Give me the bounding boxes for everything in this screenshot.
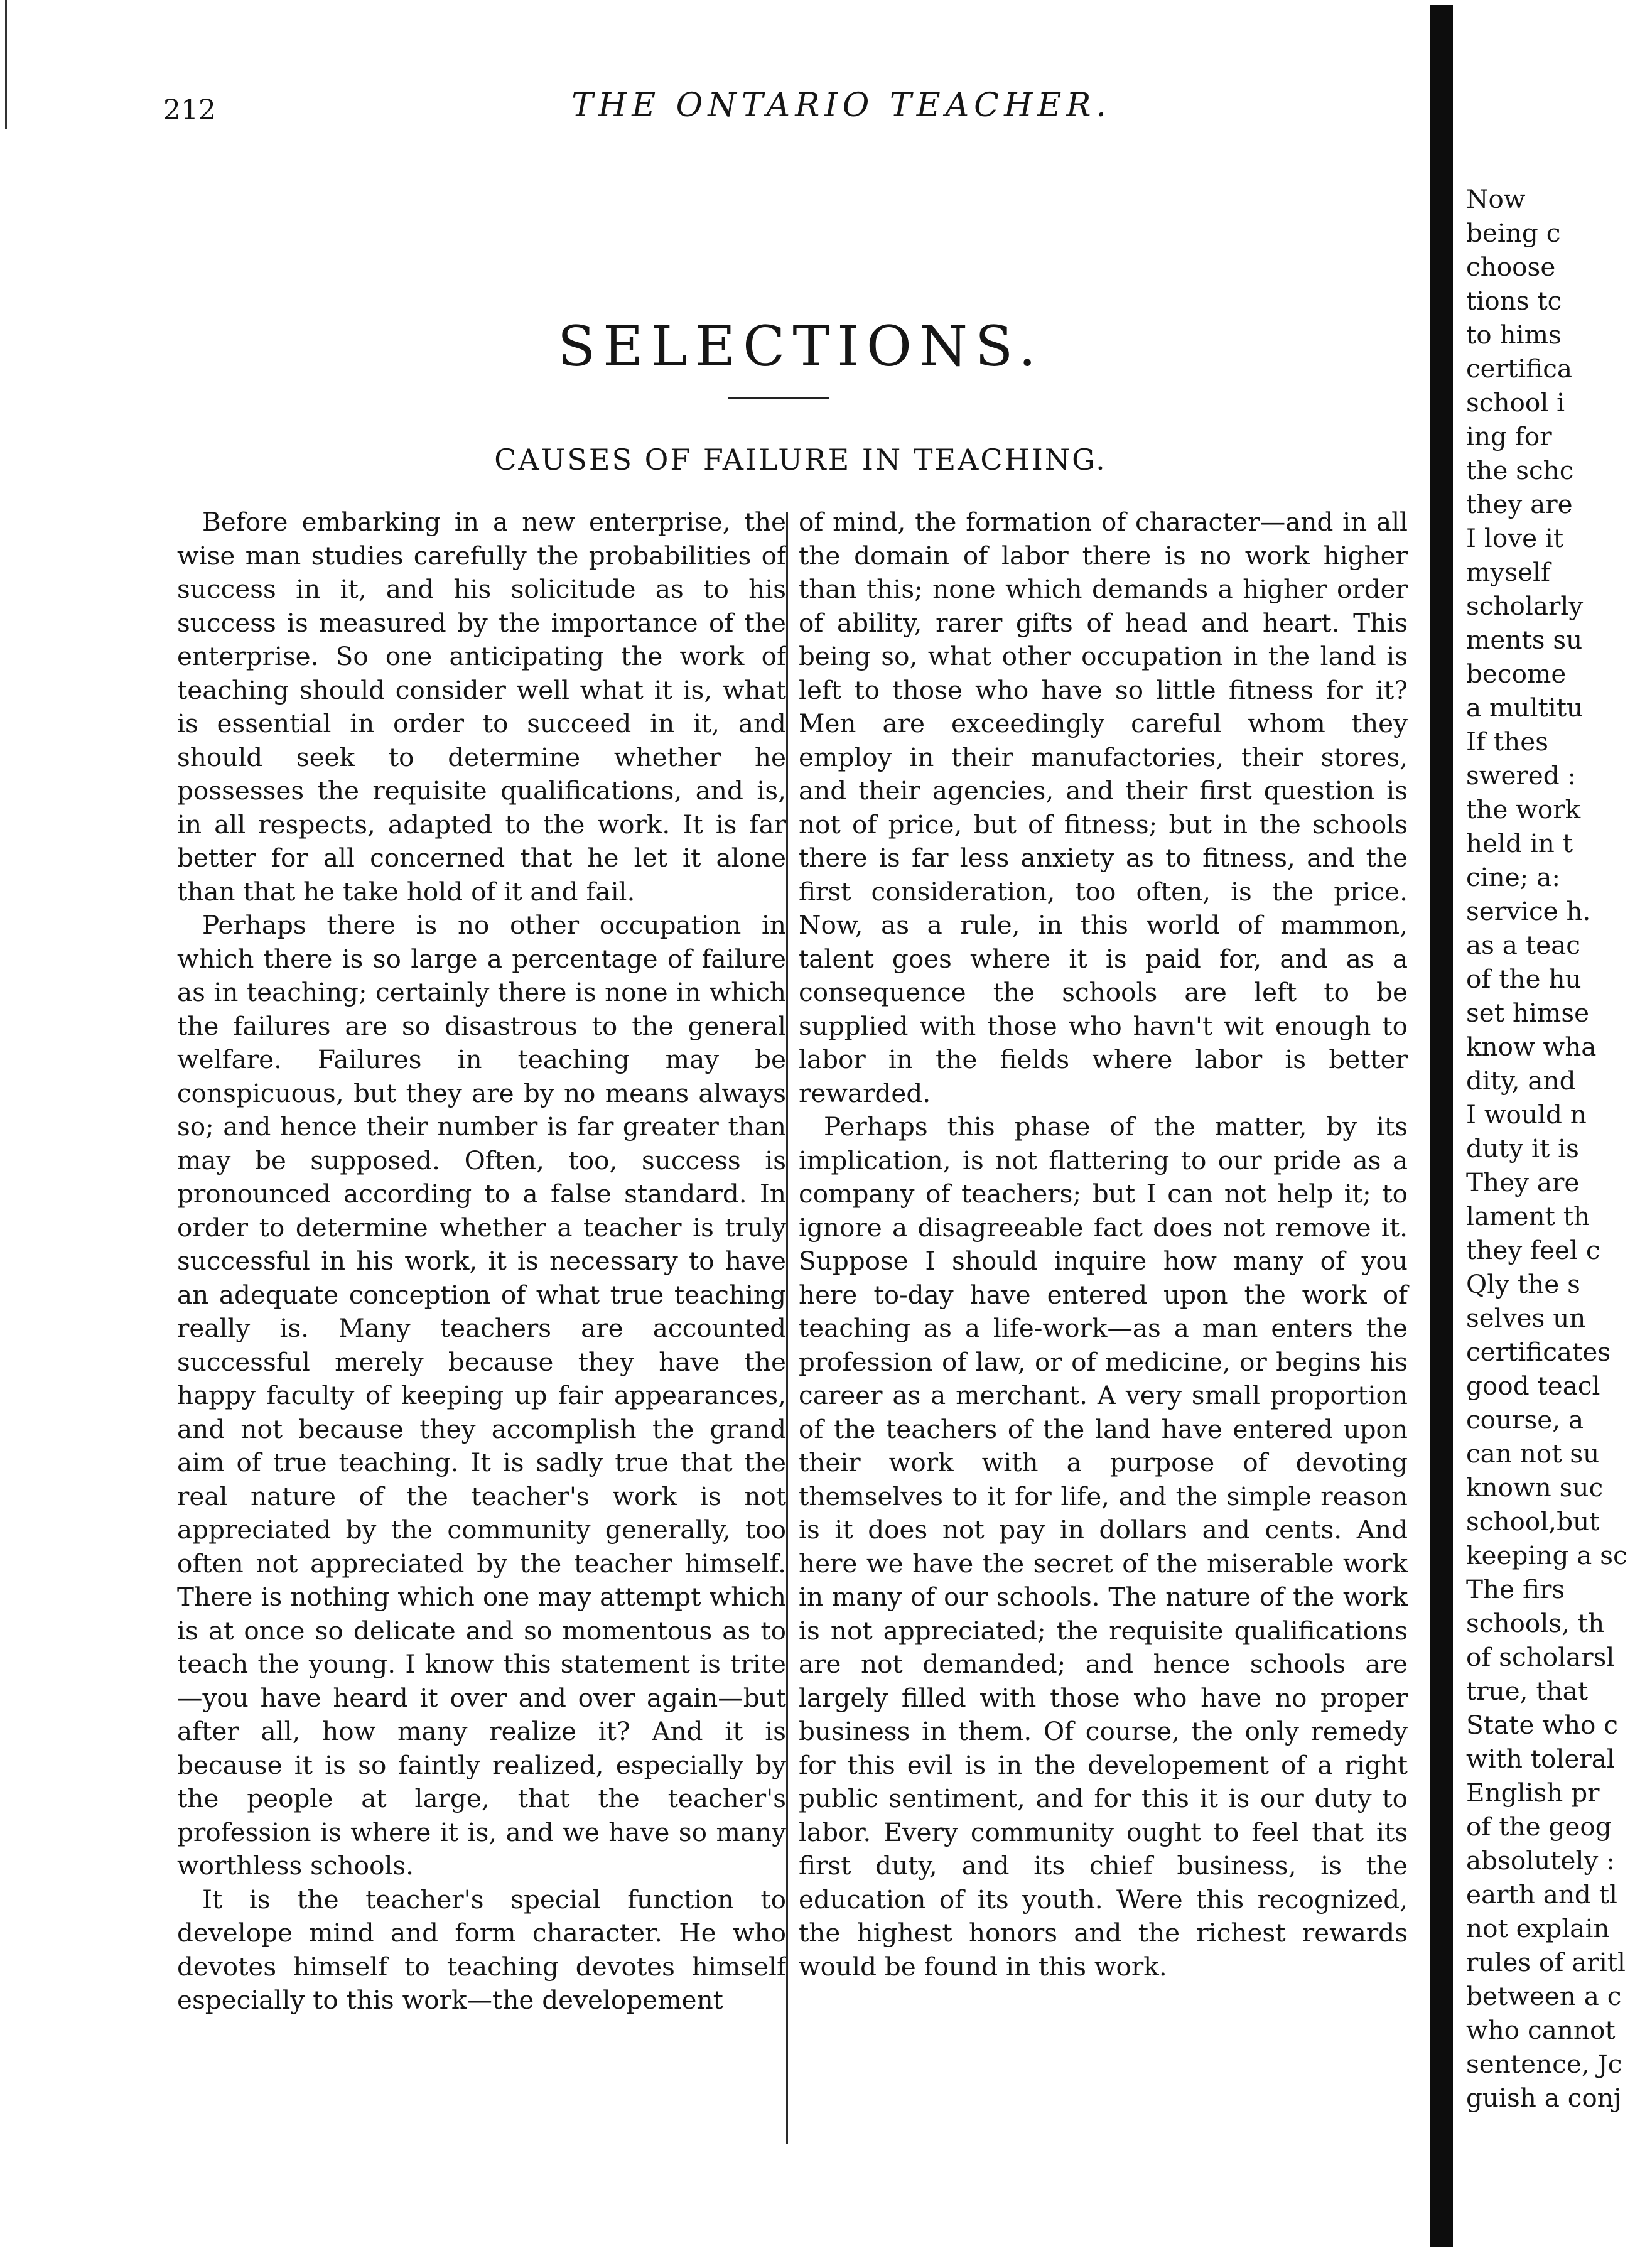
facing-page-line: school i [1466,387,1565,418]
facing-page-line: swered : [1466,760,1577,791]
facing-page-line: being c [1466,218,1561,248]
facing-page-line: choose [1466,252,1556,282]
facing-page-line: with toleral [1466,1744,1615,1774]
paragraph: of mind, the formation of character—and in all the domain of labor there is no work higher than this; none which demands a higher order of ability, rarer gifts of head and heart. This being so, what other occupation in the land is left to those who have so little fitness for it? Men are exceedingly careful whom they employ in their manufactories, their stores, and their agencies, and their first question is not of price, but of fitness; but in the schools there is far less anxiety as to fitness, and the first consideration, too often, is the price. Now, as a rule, in this world of mammon, talent goes where it is paid for, and as a consequence the schools are left to be supplied with those who havn't wit enough to labor in the fields where labor is better rewarded. [799,507,1408,1108]
facing-page-line: selves un [1466,1303,1586,1333]
running-title: THE ONTARIO TEACHER. [571,87,1111,124]
facing-page-line: scholarly [1466,591,1584,621]
facing-page-line: who cannot [1466,2015,1616,2045]
facing-page-line: guish a conj [1466,2083,1622,2113]
paragraph: It is the teacher's special function to develope mind and form character. He who devotes himself to teaching devotes himself especially to this work—the developement [177,1884,786,2015]
facing-page-line: good teacl [1466,1371,1600,1401]
facing-page-line: of the geog [1466,1812,1612,1842]
right-column [799,505,1408,1984]
facing-page-line: of scholarsl [1466,1642,1615,1672]
column-divider [786,512,788,2144]
facing-page-line: schools, th [1466,1608,1605,1638]
facing-page-line: true, that [1466,1676,1589,1706]
paragraph: Perhaps this phase of the matter, by its implication, is not flattering to our pride as a company of teachers; but I can not help it; to ignore a disagreeable fact does not remove it. Suppose I should inquire how many of you here to-day have entered upon the work of teaching as a life-work—as a man enters the profession of law, or of medicine, or begins his career as a merchant. A very small proportion of the teachers of the land have entered upon their work with a purpose of devoting themselves to it for life, and the simple reason is it does not pay in dollars and cents. And here we have the secret of the miserable work in many of our schools. The nature of the work is not appreciated; the requisite qualifications are not demanded; and hence schools are largely filled with those who have no proper business in them. Of course, the only remedy for this evil is in the developement of a right public sentiment, and for this it is our duty to labor. Every community ought to feel that its first duty, and its chief business, is the education of its youth. Were this recognized, the highest honors and the richest rewards would be found in this work. [799,1111,1408,1982]
facing-page-line: the work [1466,794,1581,824]
facing-page-line: If thes [1466,726,1548,757]
facing-page-line: as a teac [1466,930,1580,960]
facing-page-line: set himse [1466,998,1590,1028]
facing-page-line: State who c [1466,1710,1618,1740]
facing-page-line: Qly the s [1466,1269,1580,1299]
facing-page-line: tions tc [1466,286,1562,316]
facing-page-line: They are [1466,1167,1580,1197]
facing-page-line: held in t [1466,828,1573,858]
facing-page-line: certifica [1466,354,1573,384]
facing-page-column [1466,182,1635,2115]
facing-page-line: rules of aritl [1466,1947,1626,1977]
paragraph: Before embarking in a new enterprise, the wise man studies carefully the probabilities of success in it, and his solicitude as to his success is measured by the importance of the enterprise. So one anticipating the work of teaching should consider well what it is, what is essential in order to succeed in it, and should seek to determine whether he possesses the requisite qualifications, and is, in all respects, adapted to the work. It is far better for all concerned that he let it alone than that he take hold of it and fail. [177,507,786,907]
facing-page-line: certificates [1466,1337,1611,1367]
facing-page-line: course, a [1466,1405,1584,1435]
paragraph: Perhaps there is no other occupation in which there is so large a percentage of failure as in teaching; certainly there is none in which the failures are so disastrous to the general welfare. Failures in teaching may be conspicuous, but they are by no means always so; and hence their number is far greater than may be supposed. Often, too, success is pronounced according to a false standard. In order to determine whether a teacher is truly successful in his work, it is necessary to have an adequate conception of what true teaching really is. Many teachers are accounted successful merely because they have the happy faculty of keeping up fair appearances, and not because they accomplish the grand aim of true teaching. It is sadly true that the real nature of the teacher's work is not appreciated by the community generally, too often not appreciated by the teacher himself. There is nothing which one may attempt which is at once so delicate and so momentous as to teach the young. I know this statement is trite—you have heard it over and over again—but after all, how many realize it? And it is because it is so faintly realized, especially by the people at large, that the teacher's profession is where it is, and we have so many worthless schools. [177,910,786,1881]
facing-page-line: known suc [1466,1472,1604,1503]
facing-page-line: to hims [1466,320,1562,350]
facing-page-line: not explain [1466,1913,1610,1943]
facing-page-line: they are [1466,489,1573,519]
facing-page-line: English pr [1466,1778,1600,1808]
margin-rule [5,0,7,129]
facing-page-line: they feel c [1466,1235,1600,1265]
page-number: 212 [163,94,216,126]
facing-page-line: school,but [1466,1506,1600,1536]
facing-page-line: sentence, Jc [1466,2049,1622,2079]
title-rule [728,397,829,399]
facing-page-line: keeping a sc [1466,1540,1627,1570]
facing-page-line: can not su [1466,1439,1600,1469]
section-title: SELECTIONS. [557,314,1044,379]
facing-page-line: Now [1466,184,1526,214]
facing-page-line: know wha [1466,1032,1597,1062]
facing-page-line: the schc [1466,455,1574,485]
article-title: CAUSES OF FAILURE IN TEACHING. [494,443,1107,477]
facing-page-line: service h. [1466,896,1591,926]
facing-page-line: lament th [1466,1201,1590,1231]
facing-page-line: ments su [1466,625,1583,655]
left-column [177,505,786,2017]
facing-page-line: myself [1466,557,1550,587]
facing-page-line: I would n [1466,1099,1587,1130]
facing-page-line: between a c [1466,1981,1622,2011]
facing-page-line: become [1466,659,1567,689]
facing-page-line: I love it [1466,523,1564,553]
facing-page-line: earth and tl [1466,1879,1617,1909]
book-binding-shadow [1430,5,1453,2247]
facing-page-line: duty it is [1466,1133,1579,1164]
facing-page-line: dity, and [1466,1066,1576,1096]
facing-page-line: cine; a: [1466,862,1560,892]
facing-page-line: ing for [1466,421,1552,451]
facing-page-line: absolutely : [1466,1845,1615,1876]
facing-page-line: of the hu [1466,964,1582,994]
facing-page-line: The firs [1466,1574,1565,1604]
facing-page-line: a multitu [1466,693,1584,723]
